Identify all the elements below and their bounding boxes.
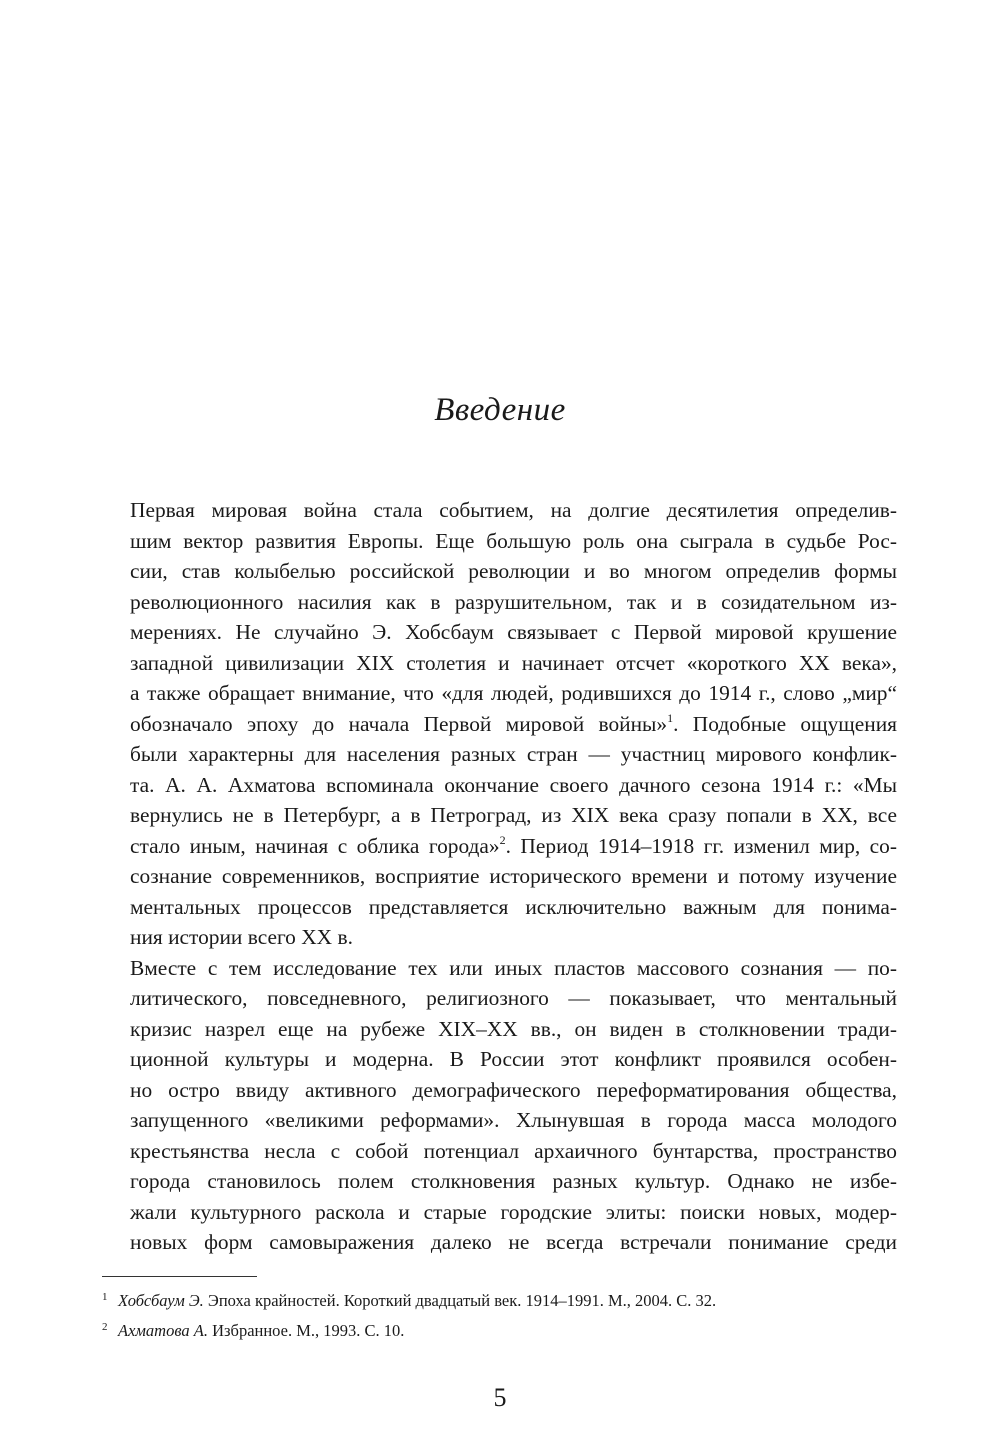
text-line: ния истории всего XX в. (130, 925, 353, 949)
text-line: мерениях. Не случайно Э. Хобсбаум связывает с Первой мировой крушение (130, 620, 897, 644)
footnote-number: 2 (102, 1321, 108, 1333)
footnote-1 (102, 1284, 902, 1314)
text-line: а также обращает внимание, что «для людей, родившихся до 1914 г., слово „мир“ (130, 681, 897, 705)
text-line: вернулись не в Петербург, а в Петроград, из XIX века сразу попали в XX, все (130, 803, 897, 827)
text-fragment: Вместе с тем исследование тех или иных пластов массового сознания — по- (130, 955, 897, 980)
text-line-with-footnote (130, 831, 897, 862)
footnote-text: Эпоха крайностей. Короткий двадцатый век. 1914–1991. М., 2004. С. 32. (203, 1291, 717, 1310)
page-number: 5 (493, 1383, 507, 1412)
footnote-2 (102, 1314, 902, 1344)
text-line: но остро ввиду активного демографического переформатирования общества, (130, 1077, 897, 1102)
footnotes (102, 1284, 902, 1344)
text-fragment: . Подобные ощущения (673, 711, 897, 736)
footnote-ref-2[interactable]: 2 (499, 832, 506, 847)
text-line: ментальных процессов представляется исключительно важным для понима- (130, 894, 897, 919)
footnote-author: Ахматова А. (118, 1321, 208, 1340)
footnote-divider (102, 1276, 257, 1277)
text-line: города становилось полем столкновения разных культур. Однако не избе- (130, 1169, 897, 1193)
text-line: новых форм самовыражения далеко не всегда встречали понимание среди (130, 1230, 897, 1254)
footnote-author: Хобсбаум Э. (118, 1291, 204, 1310)
text-line: кризис назрел еще на рубеже XIX–XX вв., он виден в столкновении тради- (130, 1016, 897, 1041)
text-line: революционного насилия как в разрушительном, так и в созидательном из- (130, 589, 897, 614)
text-line: ционной культуры и модерна. В России этот конфликт проявился особен- (130, 1047, 897, 1071)
text-line-with-footnote (130, 709, 897, 740)
text-line: жали культурного раскола и старые городские элиты: поиски новых, модер- (130, 1199, 897, 1224)
text-line: сии, став колыбелью российской революции и во многом определив формы (130, 559, 897, 583)
footnote-number: 1 (102, 1291, 108, 1303)
main-text (130, 495, 897, 1258)
text-line: крестьянства несла с собой потенциал архаичного бунтарства, пространство (130, 1138, 897, 1163)
text-line: западной цивилизации XIX столетия и начинает отсчет «короткого XX века», (130, 650, 897, 675)
footnote-ref-1[interactable]: 1 (667, 710, 674, 725)
text-line: Первая мировая война стала событием, на долгие десятилетия определив- (130, 498, 897, 522)
text-line: сознание современников, восприятие исторического времени и потому изучение (130, 864, 897, 888)
text-line: та. А. А. Ахматова вспоминала окончание своего дачного сезона 1914 г.: «Мы (130, 772, 897, 797)
text-line: литического, повседневного, религиозного — показывает, что ментальный (130, 986, 897, 1010)
text-line: были характерны для населения разных стран — участниц мирового конфлик- (130, 742, 897, 766)
text-fragment: обозначало эпоху до начала Первой мировой войны» (130, 711, 668, 736)
footnote-text: Избранное. М., 1993. С. 10. (207, 1321, 405, 1340)
text-fragment: стало иным, начиная с облика города» (130, 833, 500, 858)
chapter-title: Введение (434, 392, 566, 428)
text-line (130, 953, 897, 984)
text-line: шим вектор развития Европы. Еще большую роль она сыграла в судьбе Рос- (130, 528, 897, 553)
text-fragment: . Период 1914–1918 гг. изменил мир, со- (505, 833, 897, 858)
text-line: запущенного «великими реформами». Хлынувшая в города масса молодого (130, 1108, 897, 1132)
